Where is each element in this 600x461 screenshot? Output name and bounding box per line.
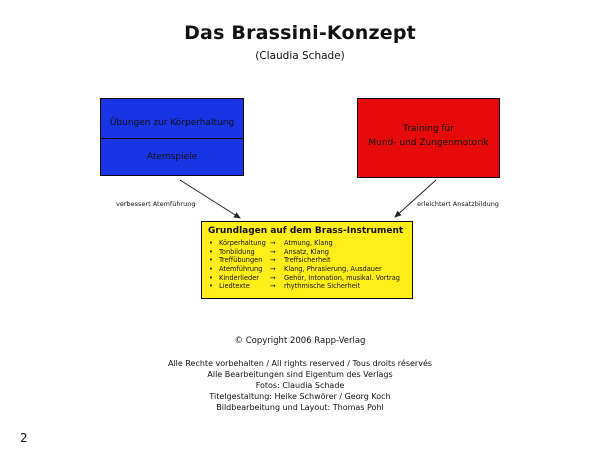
page-number: 2 xyxy=(20,431,28,445)
arrow-right-icon: → xyxy=(270,282,276,291)
arrow-right-icon: → xyxy=(270,265,276,274)
bullet-icon: • xyxy=(209,282,213,291)
blue-box-top-text: Übungen zur Körperhaltung xyxy=(109,118,235,128)
yellow-box-title: Grundlagen auf dem Brass-Instrument xyxy=(208,226,404,236)
right-arrow-label: erleichtert Ansatzbildung xyxy=(417,200,499,208)
list-item-effect: Atmung, Klang xyxy=(284,239,333,247)
list-item-skill: Liedtexte xyxy=(219,282,250,291)
credits-line: Alle Bearbeitungen sind Eigentum des Verlags xyxy=(207,370,393,379)
credits-line: Bildbearbeitung und Layout: Thomas Pohl xyxy=(216,403,384,412)
credits-line: Fotos: Claudia Schade xyxy=(255,381,345,390)
arrow-right-icon: → xyxy=(270,247,276,256)
list-item-effect: Klang, Phrasierung, Ausdauer xyxy=(284,265,382,274)
list-item-skill: Atemführung xyxy=(219,265,263,274)
credits-line: Alle Rechte vorbehalten / All rights reserved / Tous droits réservés xyxy=(167,359,433,368)
list-item-skill: Tonbildung xyxy=(219,247,255,256)
list-item-effect: Ansatz, Klang xyxy=(284,247,329,256)
list-item-skill: Kinderlieder xyxy=(219,273,259,282)
list-item-effect: rhythmische Sicherheit xyxy=(284,282,361,291)
credits-line: Titelgestaltung: Heike Schwörer / Georg Koch xyxy=(209,392,391,401)
red-box-line2: Mund- und Zungenmotorik xyxy=(368,138,489,148)
arrow-right-icon: → xyxy=(270,239,276,247)
left-arrow xyxy=(180,180,240,218)
bullet-icon: • xyxy=(209,273,213,282)
list-item-effect: Gehör, Intonation, musikal. Vortrag xyxy=(284,273,400,282)
red-box-line1: Training für xyxy=(403,124,454,134)
list-item-effect: Treffsicherheit xyxy=(284,256,331,265)
diagram-title: Das Brassini-Konzept xyxy=(184,22,416,44)
diagram-subtitle: (Claudia Schade) xyxy=(255,50,345,62)
arrow-right-icon: → xyxy=(270,273,276,282)
left-arrow-label: verbessert Atemführung xyxy=(116,200,196,208)
bullet-icon: • xyxy=(209,239,213,247)
list-item-skill: Körperhaltung xyxy=(219,239,266,247)
list-item-skill: Treffübungen xyxy=(219,256,263,265)
copyright-notice: © Copyright 2006 Rapp-Verlag xyxy=(234,336,366,346)
yellow-box xyxy=(201,221,413,299)
credits-block xyxy=(0,358,600,413)
bullet-icon: • xyxy=(209,256,213,265)
arrow-right-icon: → xyxy=(270,256,276,265)
bullet-icon: • xyxy=(209,247,213,256)
bullet-icon: • xyxy=(209,265,213,274)
blue-box-bottom-text: Atemspiele xyxy=(146,152,198,162)
right-arrow xyxy=(395,180,436,217)
